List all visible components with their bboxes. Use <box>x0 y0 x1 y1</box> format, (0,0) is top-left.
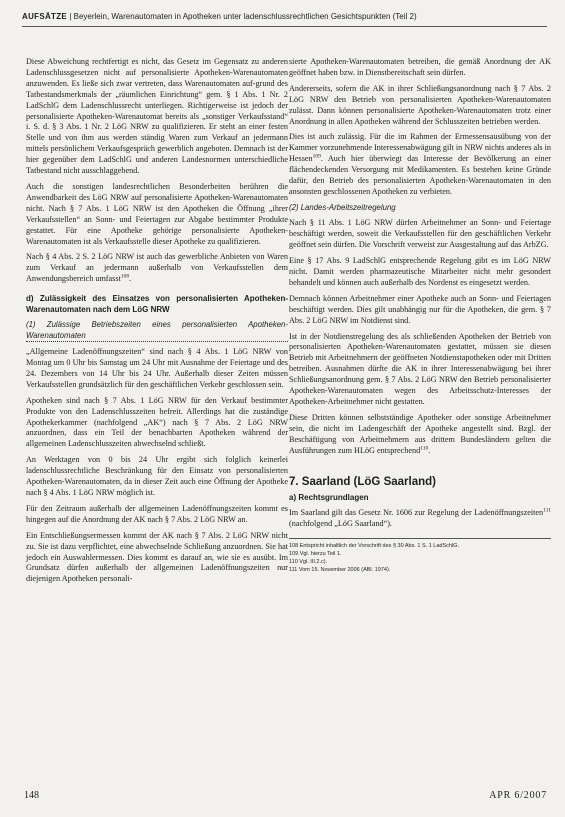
paragraph: Apotheken sind nach § 7 Abs. 1 LöG NRW für den Verkauf bestimmter Produkte von den Ladenschlusszeiten befreit. Allerdings hat die zuständige Apothekerkammer (nachfolgend „AK“) nach § 7 Abs. 2 LöG NRW anzuordnen, dass ein Teil der benachbarten Apotheken während der allgemeinen Ladenschlusszeiten abwechselnd schließt. <box>26 395 288 449</box>
footnote: 111 Vom 15. November 2006 (ABl. 1974). <box>289 566 391 573</box>
footnote: 108 Entspricht inhaltlich der Vorschrift des § 30 Abs. 1 S. 1 LadSchlG. <box>289 542 459 549</box>
paragraph: Diese Abweichung rechtfertigt es nicht, das Gesetz im Gegensatz zu anderen Ladenschlussgesetzen nicht auf personalisierte Apotheken-Warenautomaten anzuwenden. Es ließe sich zwar vertreten, dass Warenautomaten auf-grund des Tatbestandsmerkmals der „räumlichen Einrichtung“ gem. § 1 Abs. 1 Nr. 2 LadSchlG dem Ladenschlussrecht unterliegen. Richtigerweise ist jedoch der personalisierte Apotheken-Warenautomat bereits als „sonstiger Verkaufsstand“ i. S. d. § 3 Abs. 1 Nr. 2 LöG NRW zu qualifizieren. Er steht an einer festen Stelle und von ihm aus werden ständig Waren zum Verkauf an jedermann mittels persönlichem Verkaufsgespräch gewerblich angeboten. Demnach ist der hier gegenüber dem LadSchlG und anderen Landesnormen unterschiedliche Tatbestand nicht ausschlaggebend. <box>26 57 288 176</box>
header-section: AUFSÄTZE <box>22 12 68 21</box>
running-header <box>22 8 547 27</box>
paragraph: Andererseits, sofern die AK in ihrer Schließungsanordnung nach § 7 Abs. 2 LöG NRW den Betrieb von personalisierten Apotheken-Warenautomaten zulässt. Dann können personalisierte Apotheken-Warenautomaten trotz einer Anordnung in allen Apotheken während der Schlusszeiten betrieben werden. <box>289 83 551 126</box>
paragraph: Diese Dritten können selbstständige Apotheker oder sonstige Arbeitnehmer sein, die nicht im Ladengeschäft der Apotheke angestellt sind. Bzgl. der Beschäftigung von Arbeitnehmern aus drittem Bundesländern gelten die Ausführungen zum HLöG entsprechend$^{110}$. <box>289 412 551 455</box>
right-column <box>289 57 551 574</box>
paragraph: Demnach können Arbeitnehmer einer Apotheke auch an Sonn- und Feiertagen beschäftigt werden. Dies gilt unabhängig nur für die Apotheken, die gem. § 7 Abs. 2 LöG NRW im Notdienst sind. <box>289 293 551 325</box>
paragraph: Ist in der Notdienstregelung des als schließenden Apotheken der Betrieb von personalisierten Apotheken-Warenautomaten gestattet, müssen sie diesen Betrieb mit Arbeitnehmern der geöffneten Notdienstapotheken oder mit Dritten betreiben. Ausnahmen dürfte die AK in ihrer Interessenabwägung bei ihrer Schließungsanordnung gem. § 7 Abs. 2 LöG NRW den Betrieb personalisierter Apotheken-Warenautomaten wegen des Arbeitsschutz-Interesses der Apotheken-Arbeitnehmer nicht gestatten. <box>289 331 551 406</box>
paragraph: Eine § 17 Abs. 9 LadSchlG entsprechende Regelung gibt es im LöG NRW nicht. Damit werden pharmazeutische Mitarbeiter nicht mehr gesondert behandelt und können auch außerhalb des Nordenst es eingesetzt werden. <box>289 256 551 287</box>
chapter-heading-saarland: 7. Saarland (LöG Saarland) <box>289 475 436 488</box>
footnote: 109 Vgl. hierzu Teil 1. <box>289 550 342 557</box>
paragraph: sierte Apotheken-Warenautomaten betreiben, die gemäß Anordnung der AK geöffnet haben bzw. in Dienstbereitschaft sein dürfen. <box>289 57 551 77</box>
paragraph: Nach § 11 Abs. 1 LöG NRW dürfen Arbeitnehmer an Sonn- und Feiertage beschäftigt werden, soweit die Verkaufsstellen für den geschäftlichen Verkehr geöffnet sein dürfen. Die Vorschrift verweist zur Ausgestaltung auf das ArbZG. <box>289 218 551 250</box>
paragraph: Nach § 4 Abs. 2 S. 2 LöG NRW ist auch das gewerbliche Anbieten von Waren zum Verkauf an jedermann außerhalb von Verkaufsstellen dem Anwendungsbereich umfasst$^{108}$. <box>26 252 288 284</box>
paragraph: An Werktagen von 0 bis 24 Uhr ergibt sich folglich keinerlei ladenschlussrechtliche Beschränkung für den Einsatz von personalisierten Apotheken-Warenautomaten, da in dieser Zeit auch eine Öffnung der Apotheke nach § 4 Abs. 1 LöG NRW möglich ist. <box>26 455 288 497</box>
paragraph: Im Saarland gilt das Gesetz Nr. 1606 zur Regelung der Ladenöffnungszeiten$^{111}$ (nachfolgend „LöG Saarland“). <box>289 507 551 528</box>
footnotes <box>289 538 551 574</box>
page-footer <box>22 790 547 806</box>
section-heading-d: d) Zulässigkeit des Einsatzes von personalisierten Apotheken-Warenautomaten nach dem LöG NRW <box>26 294 288 314</box>
header-separator: | <box>69 12 72 21</box>
footnote-ref: 108 <box>120 273 130 280</box>
paragraph: Ein Entschließungsermessen kommt der AK nach § 7 Abs. 2 LöG NRW nicht zu. Sie ist dazu verpflichtet, eine abwechselnde Schließung anzuordnen. Sie hat jedoch ein Auswahlermessen. Dies kommt es darauf an, wie sie es ausübt. Im Grundsatz dürfen außerhalb der allgemeinen Ladenöffnungszeiten nur diejenigen Apotheken personali- <box>26 530 288 584</box>
section-heading-a: a) Rechtsgrundlagen <box>289 492 369 502</box>
page-number: 148 <box>24 790 39 801</box>
paragraph: Dies ist auch zulässig. Für die im Rahmen der Ermessensausübung von der Kammer vorzunehmende Interessenabwägung gilt in NRW nichts anderes als in Hessen$^{109}$. Auch hier überwiegt das Interesse der Bevölkerung an einer flächendeckenden Versorgung mit Medikamenten. Es bestehen keine Gründe dafür, den Betrieb des personalisierten Apotheken-Warenautomaten in den ansonsten geschlossenen Apotheken zu verbieten. <box>289 132 552 196</box>
paragraph: Auch die sonstigen landesrechtlichen Besonderheiten berühren die Anwendbarkeit des LöG NRW auf personalisierte Apotheken-Warenautomaten nicht. Nach § 7 Abs. 1 LöG NRW ist den Apotheken die Öffnung „ihrer Verkaufsstellen“ an Sonn- und Feiertagen zur Abgabe bestimmter Produkte gestattet. Für eine Apotheke gehörige personalisierte Apotheken-Warenautomaten ist als Verkaufsstelle dieser Apotheke zu qualifizieren. <box>26 181 288 246</box>
issue-label: APR 6/2007 <box>489 790 547 801</box>
left-column <box>26 57 288 590</box>
footnote-ref: 109 <box>312 153 321 160</box>
footnote-ref: 110 <box>420 444 429 451</box>
paragraph: „Allgemeine Ladenöffnungszeiten“ sind nach § 4 Abs. 1 LöG NRW von Montag um 0 Uhr bis Samstag um 24 Uhr mit Ausnahme der Feiertage und des 24. Dezembers von 14 Uhr bis 24 Uhr. Außerhalb dieser Zeiten müssen Verkaufsstellen grundsätzlich für den geschäftlichen Verkehr geschlossen sein. <box>26 347 288 389</box>
footnote: 110 Vgl. III.2.c). <box>289 558 328 565</box>
footnote-ref: 111 <box>543 507 551 514</box>
subheading-2: (2) Landes-Arbeitszeitregelung <box>289 202 396 212</box>
subheading-1: (1) Zulässige Betriebszeiten eines personalisierten Apotheken-Warenautomaten <box>26 320 288 342</box>
paragraph: Für den Zeitraum außerhalb der allgemeinen Ladenöffnungszeiten kommt es hingegen auf die Anordnung der AK nach § 7 Abs. 2 LöG NRW an. <box>26 503 288 524</box>
header-title: Beyerlein, Warenautomaten in Apotheken unter ladenschlussrechtlichen Gesichtspunkten (Teil 2) <box>73 12 417 21</box>
